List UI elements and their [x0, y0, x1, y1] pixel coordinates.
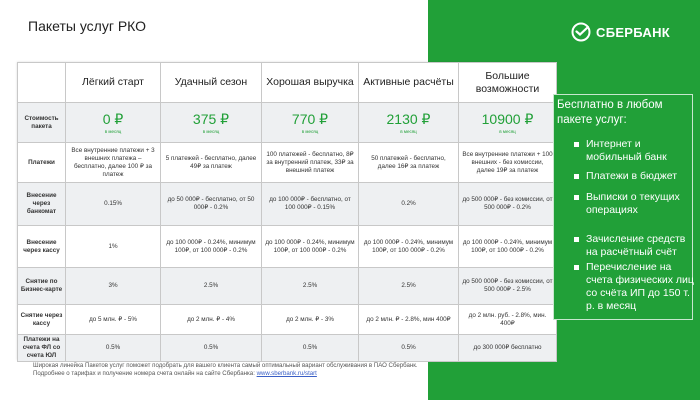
tariff-comparison-table: [17, 62, 557, 362]
price-value: 10900 ₽: [481, 110, 534, 127]
table-cell: 50 платежей - бесплатно, далее 16₽ за платеж: [359, 143, 459, 183]
price-cell: [66, 103, 161, 143]
table-cell: до 100 000₽ - 0.24%, минимум 100₽, от 100 000₽ - 0.2%: [262, 226, 359, 268]
row-label: Платежи на счета ФЛ со счета ЮЛ: [18, 335, 66, 362]
price-value: 2130 ₽: [386, 110, 431, 127]
table-cell: 0.2%: [359, 183, 459, 226]
table-cell: до 300 000₽ бесплатно: [459, 335, 557, 362]
price-value: 0 ₽: [102, 110, 124, 127]
row-label: Снятие по Бизнес-карте: [18, 268, 66, 305]
footnote-text: Подробнее о тарифах и получение номера счета онлайн на сайте Сбербанка:: [33, 370, 255, 377]
price-value: 770 ₽: [291, 110, 329, 127]
table-cell: 100 платежей - бесплатно, 8₽ за внутренний платеж, 33₽ за внешний платеж: [262, 143, 359, 183]
table-cell: до 50 000₽ - бесплатно, от 50 000₽ - 0.2%: [161, 183, 262, 226]
row-label: Снятие через кассу: [18, 305, 66, 335]
table-cell: до 100 000₽ - 0.24%, минимум 100₽, от 100 000₽ - 0.2%: [359, 226, 459, 268]
table-cell: 5 платежей - бесплатно, далее 49₽ за платеж: [161, 143, 262, 183]
table-header-cell: Большие возможности: [459, 63, 557, 103]
table-cell: 0.5%: [359, 335, 459, 362]
benefit-item: Выписки о текущих операциях: [586, 191, 698, 217]
footnote: [33, 362, 428, 378]
table-cell: 2.5%: [262, 268, 359, 305]
table-cell: до 100 000₽ - 0.24%, минимум 100₽, от 100 000₽ - 0.2%: [161, 226, 262, 268]
table-header-cell: Удачный сезон: [161, 63, 262, 103]
table-row: [18, 143, 557, 183]
table-row: [18, 226, 557, 268]
table-cell: Все внутренние платежи + 100 внешних - без комиссии, далее 19₽ за платеж: [459, 143, 557, 183]
price-cell: [262, 103, 359, 143]
footnote-line-with-link: [33, 370, 428, 378]
table-header-empty: [18, 63, 66, 103]
table-row: [18, 335, 557, 362]
table-cell: до 500 000₽ - без комиссии, от 500 000₽ - 0.2%: [459, 183, 557, 226]
table-header-cell: Лёгкий старт: [66, 63, 161, 103]
table-cell: до 2 млн. ₽ - 4%: [161, 305, 262, 335]
table-cell: 0.5%: [161, 335, 262, 362]
brand-name: СБЕРБАНК: [596, 24, 671, 40]
benefit-item: Интернет и мобильный банк: [586, 138, 698, 164]
sberbank-logo-icon: [571, 22, 591, 42]
tariff-table: [17, 62, 556, 360]
table-cell: до 100 000₽ - бесплатно, от 100 000₽ - 0.15%: [262, 183, 359, 226]
table-cell: до 2 млн. руб. - 2.8%, мин. 400₽: [459, 305, 557, 335]
benefit-item: Платежи в бюджет: [586, 170, 698, 183]
table-cell: 2.5%: [161, 268, 262, 305]
table-header-cell: Активные расчёты: [359, 63, 459, 103]
row-label: Стоимость пакета: [18, 103, 66, 143]
price-period: в месяц: [499, 128, 516, 134]
row-label: Внесение через банкомат: [18, 183, 66, 226]
price-value: 375 ₽: [192, 110, 230, 127]
table-row: [18, 305, 557, 335]
table-row: [18, 103, 557, 143]
benefit-item: Перечисление на счета физических лиц со счёта ИП до 150 т. р. в месяц: [586, 261, 698, 313]
table-cell: 3%: [66, 268, 161, 305]
sberbank-start-link[interactable]: www.sberbank.ru/start: [256, 370, 317, 377]
price-cell: [359, 103, 459, 143]
row-label: Платежи: [18, 143, 66, 183]
price-period: в месяц: [202, 128, 220, 134]
table-row: [18, 183, 557, 226]
table-cell: 1%: [66, 226, 161, 268]
table-cell: Все внутренние платежи + 3 внешних платежа – бесплатно, далее 100 ₽ за платеж: [66, 143, 161, 183]
table-cell: до 2 млн. ₽ - 2.8%, мин 400₽: [359, 305, 459, 335]
sberbank-logo: [571, 22, 670, 42]
table-cell: до 5 млн. ₽ - 5%: [66, 305, 161, 335]
price-period: в месяц: [104, 128, 122, 134]
table-cell: 0.5%: [66, 335, 161, 362]
price-period: в месяц: [301, 128, 319, 134]
row-label: Внесение через кассу: [18, 226, 66, 268]
table-row: [18, 268, 557, 305]
benefit-item: Зачисление средств на расчётный счёт: [586, 233, 698, 259]
table-cell: 0.5%: [262, 335, 359, 362]
table-cell: до 2 млн. ₽ - 3%: [262, 305, 359, 335]
table-cell: до 500 000₽ - без комиссии, от 500 000₽ - 2.5%: [459, 268, 557, 305]
table-cell: 2.5%: [359, 268, 459, 305]
table-cell: 0.15%: [66, 183, 161, 226]
slide-title: Пакеты услуг РКО: [28, 18, 147, 34]
price-period: в месяц: [400, 128, 417, 134]
price-cell: [459, 103, 557, 143]
table-cell: до 100 000₽ - 0.24%, минимум 100₽, от 100 000₽ - 0.2%: [459, 226, 557, 268]
table-header-row: [18, 63, 557, 103]
price-cell: [161, 103, 262, 143]
benefits-title: Бесплатно в любом пакете услуг:: [557, 99, 663, 126]
footnote-line: Широкая линейка Пакетов услуг поможет подобрать для вашего клиента самый оптимальный вариант обслуживания в ПАО Сбербанк.: [33, 362, 418, 369]
table-header-cell: Хорошая выручка: [262, 63, 359, 103]
